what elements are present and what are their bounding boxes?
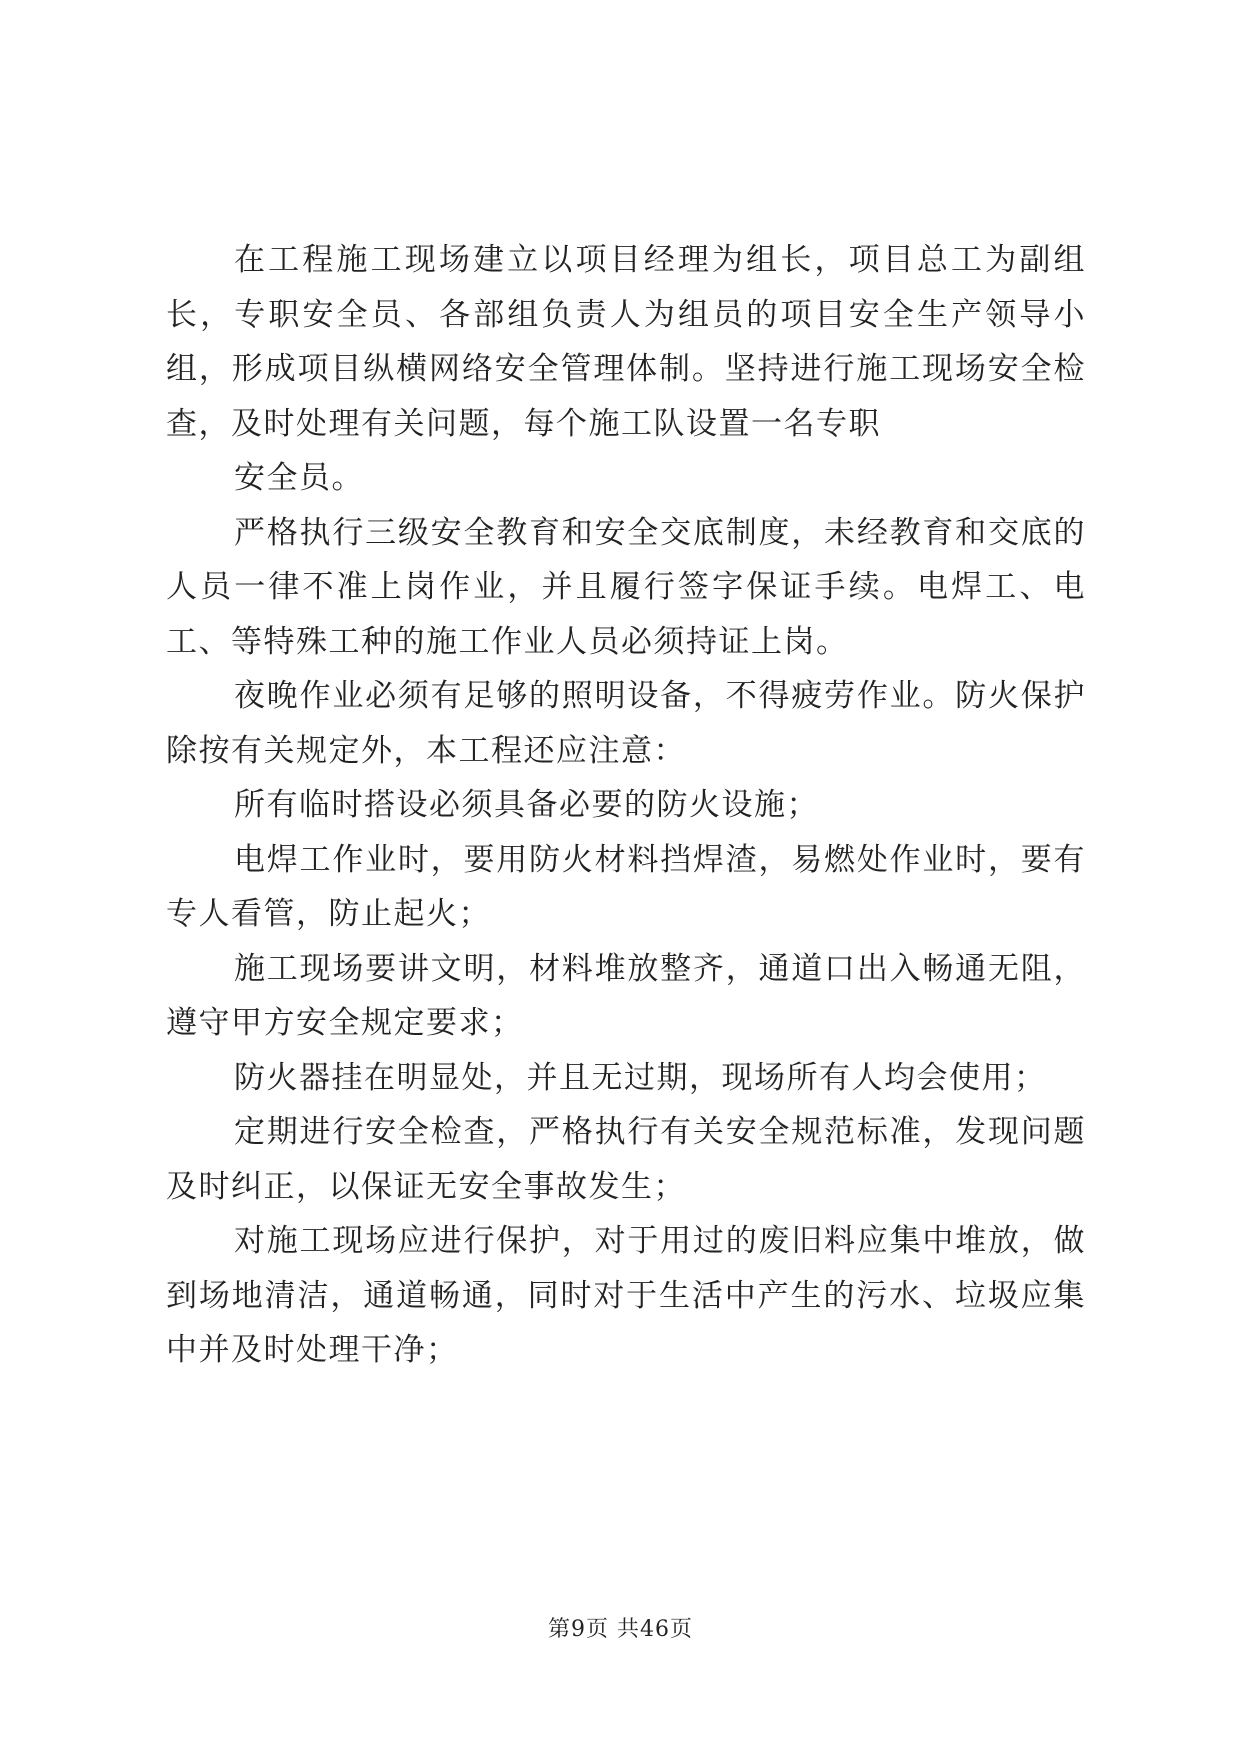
paragraph: 所有临时搭设必须具备必要的防火设施； [234, 787, 819, 823]
paragraph: 安全员。 [234, 460, 364, 496]
paragraph: 严格执行三级安全教育和安全交底制度，未经教育和交底的人员一律不准上岗作业，并且履行签字保证手续。电焊工、电工、等特殊工种的施工作业人员必须持证上岗。 [166, 514, 1086, 660]
body-text [166, 233, 1086, 1378]
paragraph: 施工现场要讲文明，材料堆放整齐，通道口出入畅通无阻，遵守甲方安全规定要求； [166, 950, 1086, 1041]
page-number-footer: 第9页 共46页 [548, 1617, 693, 1642]
paragraph: 定期进行安全检查，严格执行有关安全规范标准，发现问题及时纠正，以保证无安全事故发生； [166, 1114, 1086, 1205]
paragraph: 电焊工作业时，要用防火材料挡焊渣，易燃处作业时，要有专人看管，防止起火； [166, 841, 1086, 932]
paragraph: 对施工现场应进行保护，对于用过的废旧料应集中堆放，做到场地清洁，通道畅通，同时对于生活中产生的污水、垃圾应集中并及时处理干净； [166, 1223, 1086, 1368]
paragraph: 防火器挂在明显处，并且无过期，现场所有人均会使用； [234, 1059, 1047, 1096]
paragraph: 夜晚作业必须有足够的照明设备，不得疲劳作业。防火保护除按有关规定外，本工程还应注意： [166, 678, 1086, 769]
paragraph: 在工程施工现场建立以项目经理为组长，项目总工为副组长，专职安全员、各部组负责人为组员的项目安全生产领导小组，形成项目纵横网络安全管理体制。坚持进行施工现场安全检查，及时处理有关问题，每个施工队设置一名专职 [166, 242, 1086, 442]
